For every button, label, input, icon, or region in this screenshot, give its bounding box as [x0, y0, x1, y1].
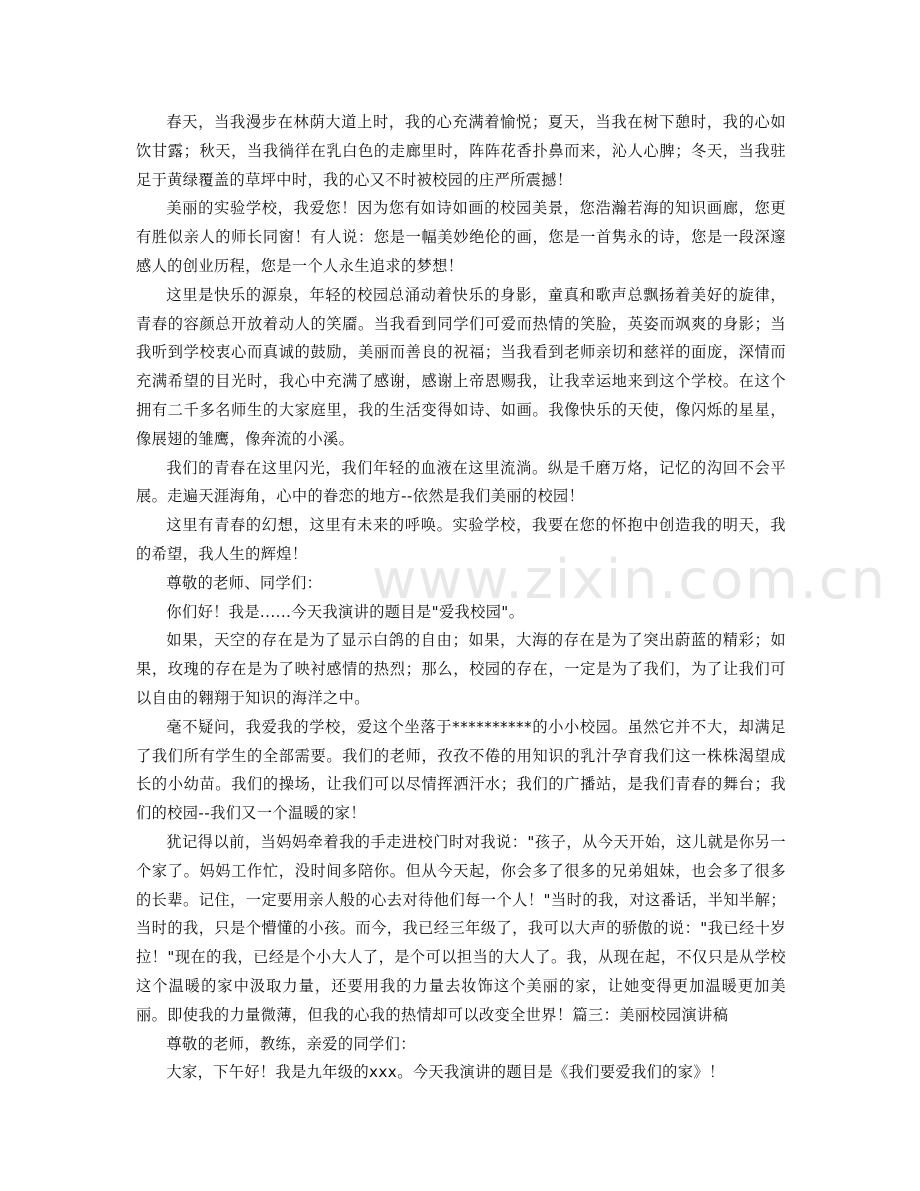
paragraph-7: 毫不疑问，我爱我的学校，爱这个坐落于**********的小小校园。虽然它并不大，却满足了我们所有学生的全部需要。我们的老师，孜孜不倦的用知识的乳汁孕育我们这一株株渴望成长的小幼苗。我们的操场，让我们可以尽情挥洒汗水；我们的广播站，是我们青春的舞台；我们的校园--我们又一个温暖的家！ — [136, 717, 786, 823]
document-body — [136, 108, 786, 1087]
greeting-1: 你们好！我是......今天我演讲的题目是"爱我校园"。 — [166, 602, 525, 621]
paragraph-8: 犹记得以前，当妈妈牵着我的手走进校门时对我说："孩子，从今天开始，这儿就是你另一个家了。妈妈工作忙，没时间多陪你。但从今天起，你会多了很多的兄弟姐妹，也会多了很多的长辈。记住，一定要用亲人般的心去对待他们每一个人！"当时的我，对这番话，半知半解；当时的我，只是个懵懂的小孩。而今，我已经三年级了，我可以大声的骄傲的说："我已经十岁拉！"现在的我，已经是个小大人了，是个可以担当的大人了。我，从现在起，不仅只是从学校这个温暖的家中汲取力量，还要用我的力量去妆饰这个美丽的家，让她变得更加温暖更加美丽。即使我的力量微薄，但我的心我的热情却可以改变全世界！篇三：美丽校园演讲稿 — [136, 832, 786, 1024]
greeting-2: 大家，下午好！我是九年级的xxx。今天我演讲的题目是《我们要爱我们的家》！ — [166, 1063, 725, 1082]
paragraph-6: 如果，天空的存在是为了显示白鸽的自由；如果，大海的存在是为了突出蔚蓝的精彩；如果，玫瑰的存在是为了映衬感情的热烈；那么，校园的存在，一定是为了我们，为了让我们可以自由的翱翔于知识的海洋之中。 — [136, 631, 786, 707]
watermark: www.zixin.com.cn — [372, 548, 887, 611]
paragraph-3: 这里是快乐的源泉，年轻的校园总涌动着快乐的身影，童真和歌声总飘扬着美好的旋律，青春的容颜总开放着动人的笑靥。当我看到同学们可爱而热情的笑脸，英姿而飒爽的身影；当我听到学校衷心而真诚的鼓励，美丽而善良的祝福；当我看到老师亲切和慈祥的面庞，深情而充满希望的目光时，我心中充满了感谢，感谢上帝恩赐我，让我幸运地来到这个学校。在这个拥有二千多名师生的大家庭里，我的生活变得如诗、如画。我像快乐的天使，像闪烁的星星，像展翅的雏鹰，像奔流的小溪。 — [136, 285, 786, 448]
salutation-1: 尊敬的老师、同学们： — [166, 573, 323, 592]
paragraph-5: 这里有青春的幻想，这里有未来的呼唤。实验学校，我要在您的怀抱中创造我的明天，我的希望，我人生的辉煌！ — [136, 516, 786, 563]
paragraph-2: 美丽的实验学校，我爱您！因为您有如诗如画的校园美景，您浩瀚若海的知识画廊，您更有胜似亲人的师长同窗！有人说：您是一幅美妙绝伦的画，您是一首隽永的诗，您是一段深邃感人的创业历程，您是一个人永生追求的梦想！ — [136, 199, 786, 275]
paragraph-4: 我们的青春在这里闪光，我们年轻的血液在这里流淌。纵是千磨万烙，记忆的沟回不会平展。走遍天涯海角，心中的眷恋的地方--依然是我们美丽的校园！ — [136, 458, 786, 506]
salutation-2: 尊敬的老师，教练，亲爱的同学们： — [166, 1034, 416, 1053]
paragraph-1: 春天，当我漫步在林荫大道上时，我的心充满着愉悦；夏天，当我在树下憩时，我的心如饮甘露；秋天，当我徜徉在乳白色的走廊里时，阵阵花香扑鼻而来，沁人心脾；冬天，当我驻足于黄绿覆盖的草坪中时，我的心又不时被校园的庄严所震撼！ — [136, 113, 786, 189]
